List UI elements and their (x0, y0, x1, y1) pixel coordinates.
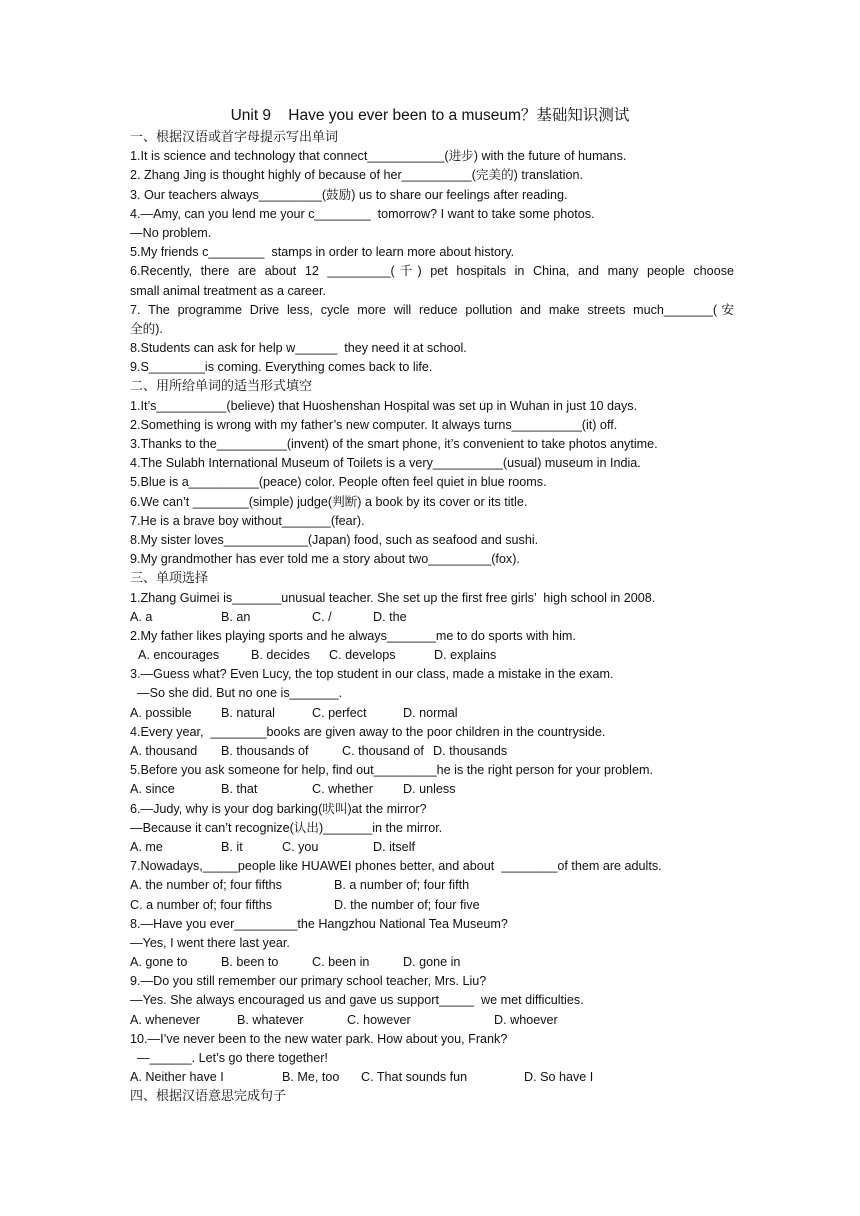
question-stem: —Yes, I went there last year. (130, 935, 290, 950)
options-row (130, 896, 734, 915)
question-line: 8.Students can ask for help w______ they need it at school. (130, 341, 467, 356)
answer-option: A. thousand (130, 744, 198, 758)
question-line: 6.We can’t ________(simple) judge(判断) a book by its cover or its title. (130, 494, 528, 509)
worksheet-content (130, 128, 734, 1107)
answer-option: D. So have I (524, 1070, 594, 1085)
options-row (130, 608, 734, 627)
answer-option: D. the number of; four five (334, 897, 480, 912)
question-line: 1.It’s__________(believe) that Huoshenshan Hospital was set up in Wuhan in just 10 days. (130, 398, 638, 413)
question-line: 7.He is a brave boy without_______(fear). (130, 513, 365, 528)
options-row (130, 1011, 734, 1030)
answer-option: B. that (221, 782, 258, 797)
answer-option: A. possible (130, 705, 192, 720)
question-stem: 3.—Guess what? Even Lucy, the top student in our class, made a mistake in the exam. (130, 667, 614, 682)
answer-option: B. Me, too (282, 1070, 340, 1085)
question-line: 2.Something is wrong with my father’s new computer. It always turns__________(it) off. (130, 417, 618, 432)
answer-option: D. itself (373, 839, 415, 854)
answer-option: B. been to (221, 955, 279, 970)
options-row (130, 780, 734, 799)
answer-option: C. develops (329, 648, 396, 663)
page-title: Unit 9 Have you ever been to a museum？基础知识测试 (230, 107, 630, 124)
question-line: 5.My friends c________ stamps in order to learn more about history. (130, 245, 515, 260)
options-row (130, 646, 734, 665)
question-line: 8.My sister loves____________(Japan) food, such as seafood and sushi. (130, 532, 539, 547)
answer-option: A. a (130, 609, 153, 624)
question-stem: 2.My father likes playing sports and he always_______me to do sports with him. (130, 628, 576, 643)
question-stem: 10.—I’ve never been to the new water park. How about you, Frank? (130, 1031, 508, 1046)
question-line: 6.Recently, there are about 12 _________(千) pet hospitals in China, and many people choose (130, 264, 734, 279)
question-line: 5.Blue is a__________(peace) color. People often feel quiet in blue rooms. (130, 475, 547, 490)
question-line: 4.The Sulabh International Museum of Toilets is a very__________(usual) museum in India. (130, 456, 641, 471)
answer-option: B. an (221, 609, 251, 624)
answer-option: B. a number of; four fifth (334, 878, 470, 893)
answer-option: C. perfect (312, 705, 367, 720)
answer-option: C. whether (312, 782, 373, 797)
section-heading: 一、根据汉语或首字母提示写出单词 (130, 130, 339, 145)
question-stem: 4.Every year, ________books are given away to the poor children in the countryside. (130, 724, 606, 739)
question-stem: 9.—Do you still remember our primary school teacher, Mrs. Liu? (130, 974, 487, 989)
question-stem: 6.—Judy, why is your dog barking(吠叫)at the mirror? (130, 801, 427, 816)
answer-option: D. normal (403, 705, 458, 720)
options-row (130, 1068, 734, 1087)
question-stem: —______. Let’s go there together! (130, 1051, 328, 1065)
answer-option: D. whoever (494, 1012, 558, 1027)
answer-option: A. since (130, 782, 175, 797)
answer-option: A. me (130, 839, 163, 854)
answer-option: C. however (347, 1012, 411, 1027)
answer-option: A. gone to (130, 955, 188, 970)
options-row (130, 838, 734, 857)
question-line: 3.Thanks to the__________(invent) of the smart phone, it’s convenient to take photos anytime. (130, 437, 658, 451)
answer-option: D. the (373, 609, 407, 624)
section-heading: 二、用所给单词的适当形式填空 (130, 379, 313, 395)
answer-option: B. it (221, 839, 243, 854)
answer-option: B. decides (251, 648, 310, 663)
answer-option: C. been in (312, 955, 370, 970)
answer-option: A. whenever (130, 1012, 201, 1027)
answer-option: D. thousands (433, 744, 508, 758)
question-stem: —Yes. She always encouraged us and gave us support_____ we met difficulties. (130, 993, 584, 1008)
answer-option: C. / (312, 609, 332, 624)
question-line: small animal treatment as a career. (130, 283, 326, 298)
question-line: 4.—Amy, can you lend me your c________ tomorrow? I want to take some photos. (130, 206, 595, 221)
section-heading: 四、根据汉语意思完成句子 (130, 1089, 287, 1105)
answer-option: C. a number of; four fifths (130, 897, 273, 912)
options-row (130, 742, 734, 761)
answer-option: D. gone in (403, 955, 461, 970)
answer-option: A. the number of; four fifths (130, 878, 282, 893)
question-stem: 5.Before you ask someone for help, find out_________he is the right person for your problem. (130, 763, 653, 778)
question-line: —No problem. (130, 225, 212, 240)
answer-option: B. thousands of (221, 744, 309, 758)
options-row (130, 876, 734, 895)
question-stem: 1.Zhang Guimei is_______unusual teacher. She set up the first free girls’ high school in 2008. (130, 590, 656, 605)
question-line: 全的). (130, 321, 163, 336)
question-stem: —Because it can’t recognize(认出)_______in the mirror. (130, 820, 443, 835)
answer-option: A. encourages (138, 648, 220, 663)
question-line: 7. The programme Drive less, cycle more will reduce pollution and make streets much_______(安 (130, 302, 734, 317)
answer-option: C. thousand of (342, 744, 424, 758)
answer-option: B. natural (221, 705, 275, 720)
question-line: 3. Our teachers always_________(鼓励) us to share our feelings after reading. (130, 187, 568, 202)
answer-option: D. explains (434, 648, 497, 663)
answer-option: B. whatever (237, 1012, 304, 1027)
options-row (130, 953, 734, 972)
options-row (130, 704, 734, 723)
answer-option: A. Neither have I (130, 1070, 224, 1085)
question-stem: —So she did. But no one is_______. (130, 686, 343, 701)
answer-option: C. That sounds fun (361, 1070, 468, 1085)
question-stem: 8.—Have you ever_________the Hangzhou National Tea Museum? (130, 916, 508, 931)
question-line: 9.S________is coming. Everything comes back to life. (130, 360, 433, 375)
section-heading: 三、单项选择 (130, 571, 209, 587)
question-line: 2. Zhang Jing is thought highly of because of her__________(完美的) translation. (130, 168, 583, 183)
question-line: 1.It is science and technology that connect___________(进步) with the future of humans. (130, 149, 627, 164)
answer-option: C. you (282, 839, 319, 854)
answer-option: D. unless (403, 782, 456, 797)
question-line: 9.My grandmother has ever told me a story about two_________(fox). (130, 552, 520, 567)
question-stem: 7.Nowadays,_____people like HUAWEI phones better, and about ________of them are adults. (130, 859, 662, 874)
